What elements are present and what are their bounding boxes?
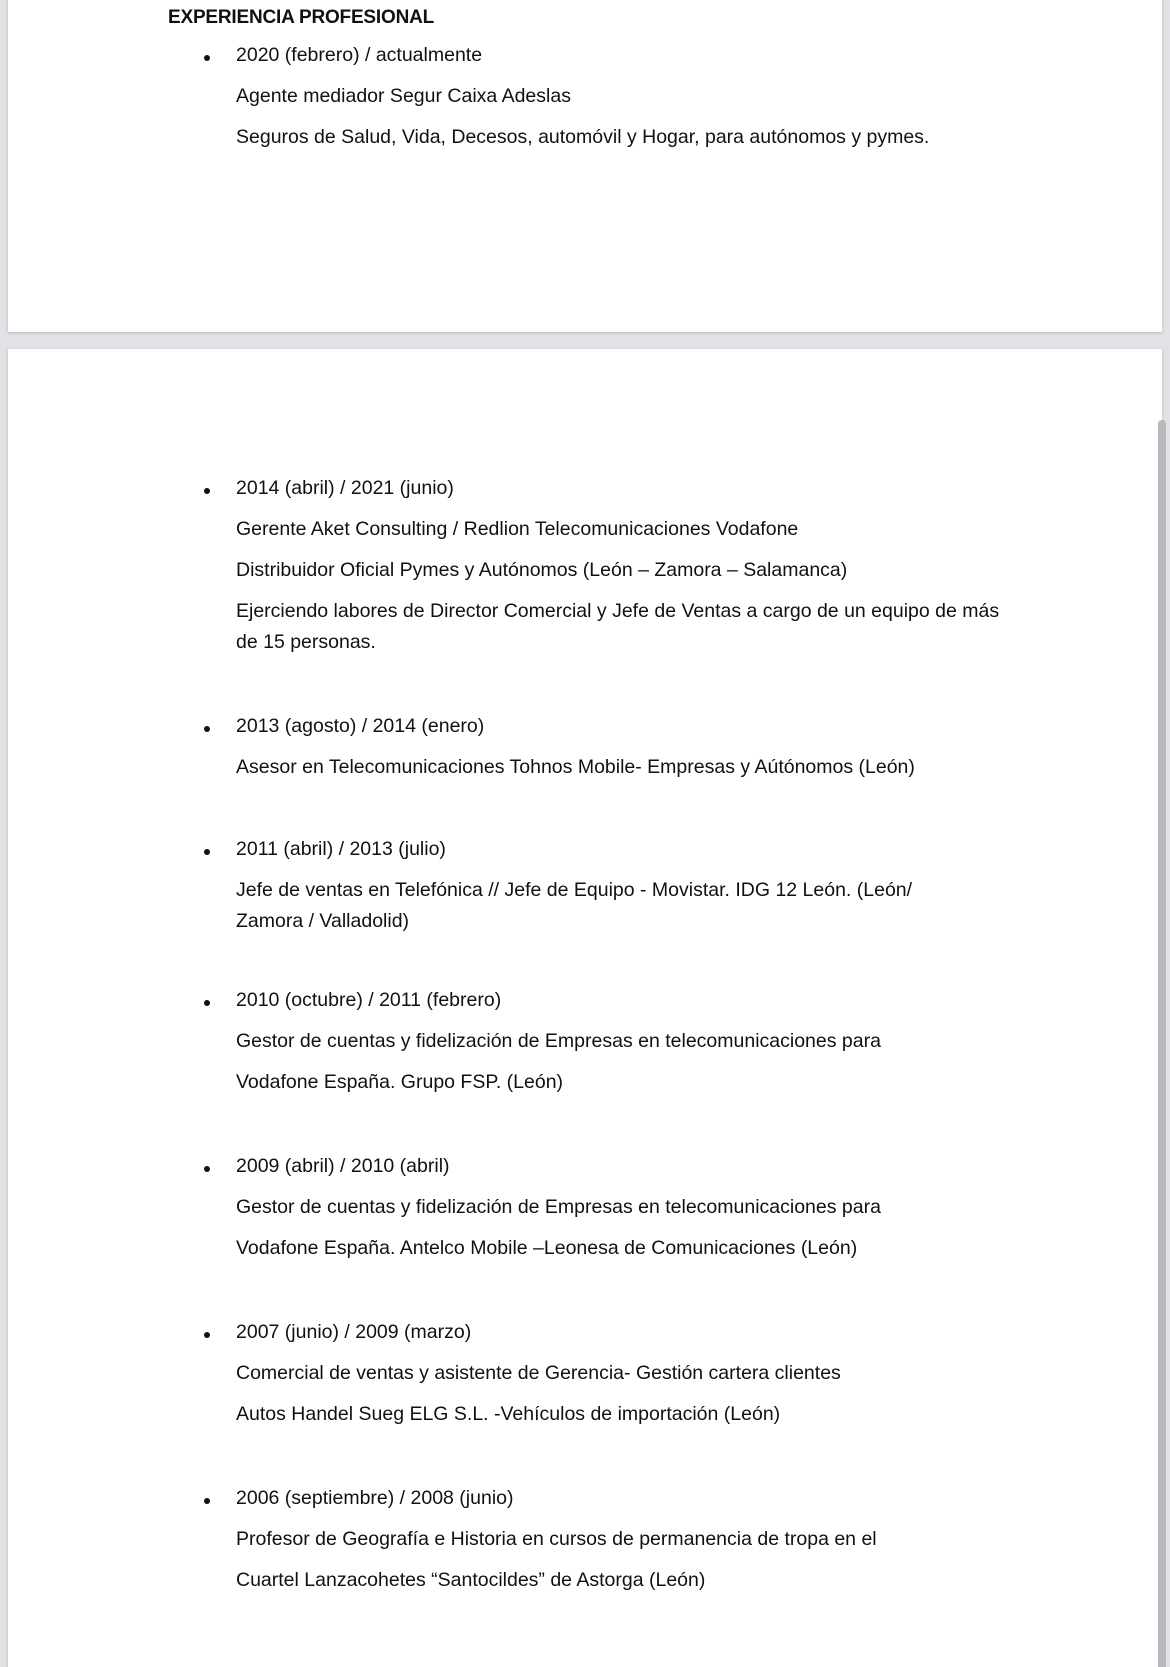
entry-date: 2011 (abril) / 2013 (julio) — [236, 838, 446, 860]
bullet-icon — [204, 55, 210, 61]
section-heading: EXPERIENCIA PROFESIONAL — [168, 7, 435, 28]
entry-date: 2007 (junio) / 2009 (marzo) — [236, 1321, 472, 1343]
entry-date: 2006 (septiembre) / 2008 (junio) — [236, 1487, 514, 1509]
bullet-icon — [204, 1166, 210, 1172]
entry-line: Distribuidor Oficial Pymes y Autónomos (León – Zamora – Salamanca) — [236, 559, 848, 581]
entry-line: Seguros de Salud, Vida, Decesos, automóvil y Hogar, para autónomos y pymes. — [236, 126, 930, 148]
entry-line: Gestor de cuentas y fidelización de Empresas en telecomunicaciones para — [236, 1030, 881, 1052]
entry-line: Gestor de cuentas y fidelización de Empresas en telecomunicaciones para — [236, 1196, 881, 1218]
page-2 — [8, 349, 1162, 1667]
entry-date: 2010 (octubre) / 2011 (febrero) — [236, 989, 502, 1011]
vertical-scrollbar[interactable] — [1158, 420, 1166, 1667]
bullet-icon — [204, 1498, 210, 1504]
entry-line: Agente mediador Segur Caixa Adeslas — [236, 85, 571, 107]
entry-date: 2020 (febrero) / actualmente — [236, 44, 483, 66]
entry-line: Cuartel Lanzacohetes “Santocildes” de Astorga (León) — [236, 1569, 706, 1591]
entry-line: Gerente Aket Consulting / Redlion Telecomunicaciones Vodafone — [236, 518, 799, 540]
bullet-icon — [204, 1332, 210, 1338]
entry-line: Comercial de ventas y asistente de Gerencia- Gestión cartera clientes — [236, 1362, 841, 1384]
entry-line: Jefe de ventas en Telefónica // Jefe de Equipo - Movistar. IDG 12 León. (León/ Zamora / Valladolid) — [236, 879, 913, 932]
bullet-icon — [204, 1000, 210, 1006]
bullet-icon — [204, 726, 210, 732]
entry-line: Vodafone España. Antelco Mobile –Leonesa de Comunicaciones (León) — [236, 1237, 858, 1259]
entry-date: 2014 (abril) / 2021 (junio) — [236, 477, 454, 499]
entry-line: Vodafone España. Grupo FSP. (León) — [236, 1071, 564, 1093]
bullet-icon — [204, 488, 210, 494]
page-1 — [8, 0, 1162, 332]
entry-line: Autos Handel Sueg ELG S.L. -Vehículos de importación (León) — [236, 1403, 781, 1425]
entry-date: 2009 (abril) / 2010 (abril) — [236, 1155, 450, 1177]
bullet-icon — [204, 849, 210, 855]
entry-line: Profesor de Geografía e Historia en cursos de permanencia de tropa en el — [236, 1528, 877, 1550]
entry-line: Ejerciendo labores de Director Comercial y Jefe de Ventas a cargo de un equipo de más de 15 personas. — [236, 600, 1000, 653]
entry-date: 2013 (agosto) / 2014 (enero) — [236, 715, 485, 737]
entry-line: Asesor en Telecomunicaciones Tohnos Mobile- Empresas y Aútónomos (León) — [236, 756, 915, 778]
